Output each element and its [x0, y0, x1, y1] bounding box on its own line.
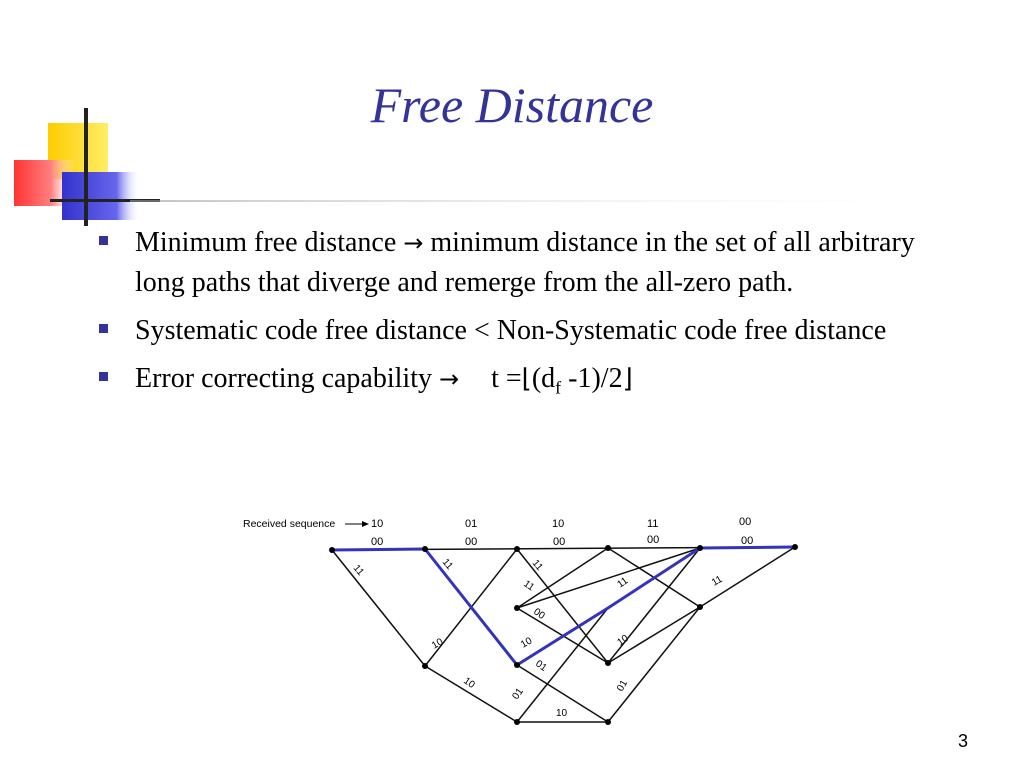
bullet-text: Minimum free distance — [135, 227, 397, 258]
formula-subscript: f — [555, 377, 562, 398]
received-symbol: 10 — [371, 518, 384, 530]
branch-label: 00 — [371, 536, 384, 548]
slide-title: Free Distance — [370, 77, 654, 133]
branch-label: 11 — [529, 557, 545, 573]
branch-label: 01 — [533, 658, 549, 674]
received-sequence-label: Received sequence — [243, 518, 336, 530]
bullet-item — [96, 311, 956, 351]
floor-close: ⌋ — [622, 364, 633, 394]
branch-label: 00 — [647, 534, 660, 546]
branch-label: 10 — [556, 708, 568, 719]
branch-label: 11 — [521, 578, 537, 594]
arrow-right-icon: → — [438, 365, 460, 393]
branch-label: 11 — [439, 556, 455, 572]
branch-label: 10 — [615, 633, 631, 649]
received-symbol: 10 — [552, 518, 565, 530]
received-symbol: 00 — [739, 516, 752, 528]
bullet-item — [96, 359, 956, 408]
branch-label: 11 — [710, 573, 725, 589]
bullet-square-icon — [99, 324, 108, 333]
bullet-text: Error correcting capability — [135, 363, 432, 394]
branch-label: 10 — [430, 636, 446, 652]
branch-label: 01 — [510, 686, 526, 702]
floor-open: ⌊ — [521, 364, 532, 394]
arrow-right-icon: → — [403, 229, 424, 257]
received-arrow-head-icon — [362, 521, 369, 527]
formula-d: (d — [531, 363, 556, 394]
highlight-path — [332, 547, 795, 665]
branch-label: 00 — [741, 535, 754, 547]
formula-rest: -1)/2 — [561, 363, 623, 394]
received-symbol: 11 — [647, 518, 659, 530]
formula-t: t = — [491, 363, 522, 394]
branch-label: 00 — [465, 536, 478, 548]
slide-number: 3 — [957, 731, 968, 751]
bullet-text: Systematic code free distance < Non-Systematic code free distance — [135, 315, 887, 346]
bullet-square-icon — [99, 236, 108, 245]
branch-label: 00 — [553, 536, 566, 548]
branch-label: 00 — [531, 606, 547, 622]
received-symbol: 01 — [465, 518, 478, 530]
bullet-text: minimum distance in the set of all arbitrary long paths that diverge and remerge from the all-zero path. — [135, 227, 915, 298]
branch-label: 11 — [350, 562, 366, 578]
trellis-diagram — [0, 500, 1024, 740]
branch-label: 01 — [615, 678, 631, 694]
branch-label: 10 — [519, 635, 535, 651]
bullet-item — [96, 223, 956, 303]
bullet-list — [96, 223, 956, 416]
branch-label: 10 — [461, 675, 477, 691]
bullet-square-icon — [99, 372, 108, 381]
branch-label: 11 — [615, 575, 631, 591]
